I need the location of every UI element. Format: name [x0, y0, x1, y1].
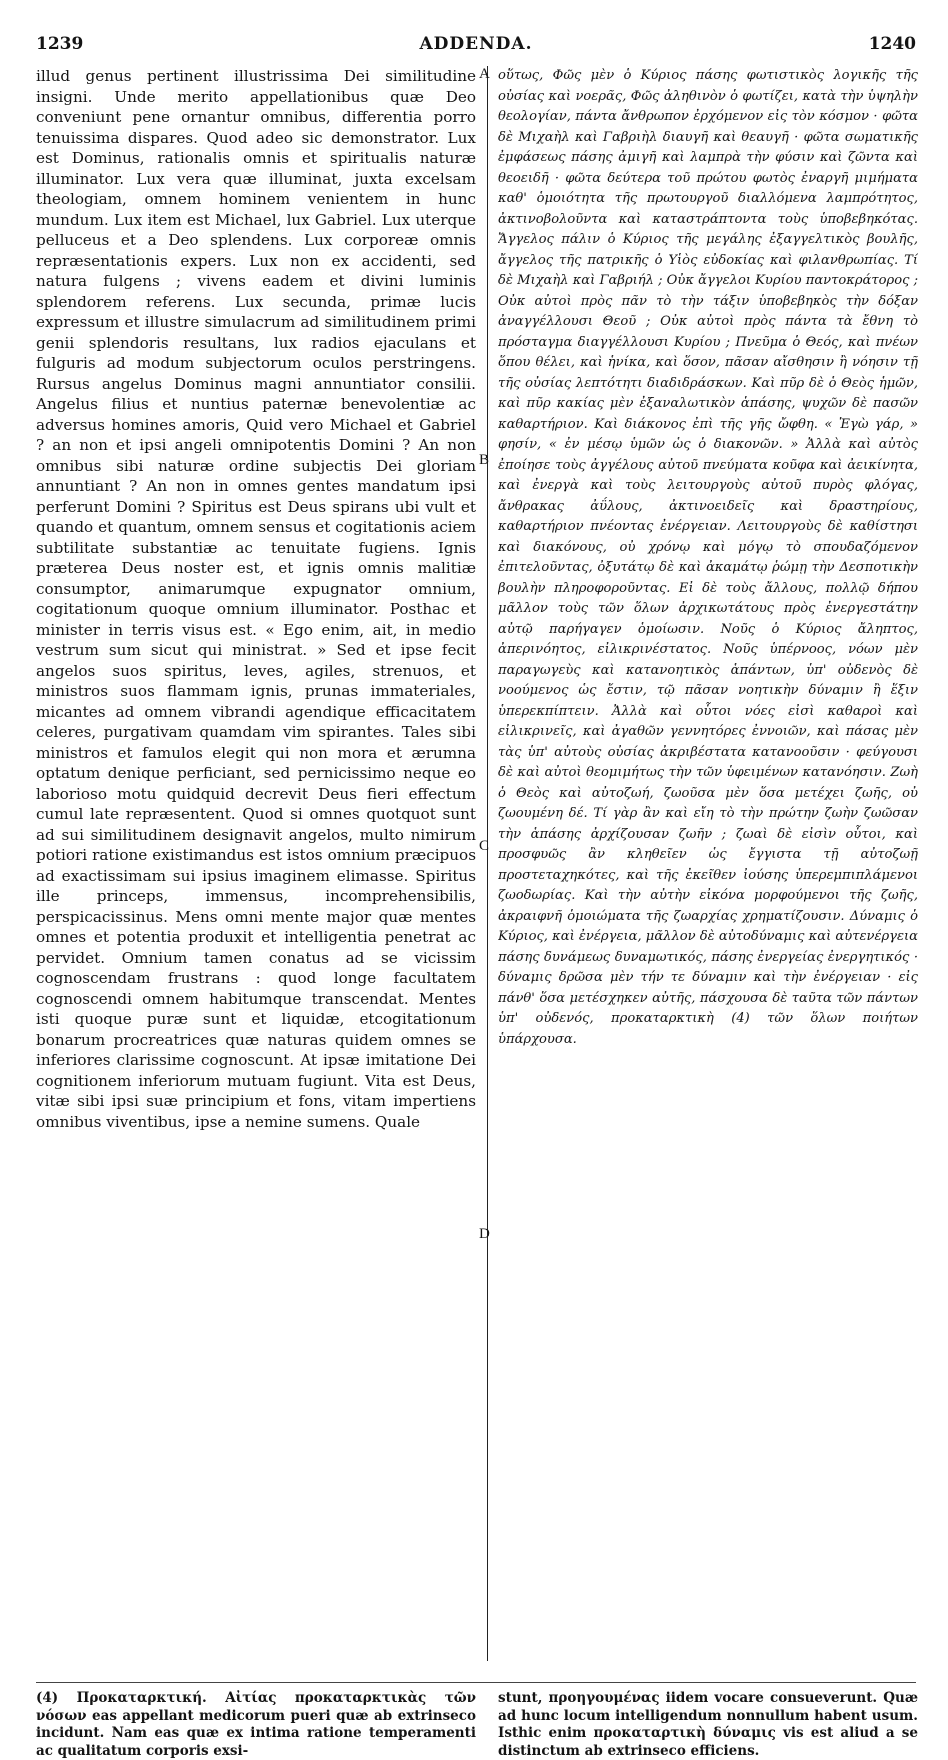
- greek-text: οὕτως, Φῶς μὲν ὁ Κύριος πάσης φωτιστικὸς λογικῆς τῆς οὐσίας καὶ νοερᾶς, Φῶς ἀληθινὸν ὁ φωτίζει, κατὰ τὴν ὑψηλὴν θεολογίαν, πάντα ἄνθρωπον ἐρχόμενον εἰς τὸν κόσμον · φῶτα δὲ Μιχαὴλ καὶ Γαβριὴλ διαυγῆ καὶ θεαυγῆ · φῶτα σωματικῆς ἐμφάσεως πάσης ἀμιγῆ καὶ λαμπρὰ τὴν φύσιν καὶ ζῶντα καὶ θεοειδῆ · φῶτα δεύτερα τοῦ πρώτου φωτὸς ἐναργῆ μιμήματα καθ' ὁμοιότητα τῆς πρωτουργοῦ διαλλόμενα λαμπρότητος, ἀκτινοβολοῦντα καὶ καταστράπτοντα τοὺς ὑποβεβηκότας. Ἄγγελος πάλιν ὁ Κύριος τῆς μεγάλης ἐξαγγελτικὸς βουλῆς, ἄγγελος τῆς πατρικῆς ὁ Υἱὸς εὐδοκίας καὶ φιλανθρωπίας. Τί δὲ Μιχαὴλ καὶ Γαβριήλ ; Οὐκ ἄγγελοι Κυρίου παντοκράτορος ; Οὐκ αὐτοὶ πρὸς πᾶν τὸ τὴν τάξιν ὑποβεβηκὸς τὴν δόξαν ἀναγγέλλουσι Θεοῦ ; Οὐκ αὐτοὶ πρὸς πάντα τὰ ἔθνη τὸ πρόσταγμα διαγγέλλουσι Κυρίου ; Πνεῦμα ὁ Θεός, καὶ πνέων ὅπου θέλει, καὶ ἡνίκα, καὶ ὅσον, πᾶσαν αἴσθησιν ἢ νόησιν τῇ τῆς οὐσίας λεπτότητι διαδιδράσκων. Καὶ πῦρ δὲ ὁ Θεὸς ἡμῶν, καὶ πῦρ κακίας μὲν ἐξαναλωτικὸν ἁπάσης, ψυχῶν δὲ πασῶν καθαρτήριον. Καὶ διάκονος ἐπὶ τῆς γῆς ὤφθη. « Ἐγὼ γάρ, » φησίν, « ἐν μέσῳ ὑμῶν ὡς ὁ διακονῶν. » Ἀλλὰ καὶ αὐτὸς ἐποίησε τοὺς ἀγγέλους αὐτοῦ πνεύματα κοῦφα καὶ ἀεικίνητα, καὶ ἐνεργὰ καὶ τοὺς λειτουργοὺς αὐτοῦ πυρὸς φλόγας, ἄνθρακας ἀΰλους, ἀκτινοειδεῖς καὶ δραστηρίους, καθαρτήριον πνέοντας ἐνέργειαν. Λειτουργοὺς δὲ καθίστησι καὶ διακόνους, οὐ χρόνῳ καὶ μόγῳ τὸ σπουδαζόμενον ἐπιτελοῦντας, ὀξυτάτῳ δὲ καὶ ἀκαμάτῳ ῥώμῃ τὴν Δεσποτικὴν βουλὴν πληροφοροῦντας. Εἰ δὲ τοὺς ἄλλους, πολλῷ δήπου μᾶλλον τοὺς τῶν ὅλων ἀρχικωτάτους πρὸς ἐνεργεστάτην αὐτῷ παρήγαγεν ὁμοίωσιν. Νοῦς ὁ Κύριος ἄληπτος, ἀπερινόητος, εἰλικρινέστατος. Νοῦς ὑπέρνοος, νόων μὲν παραγωγεὺς καὶ κατανοητικὸς ἁπάντων, ὑπ' οὐδενὸς δὲ νοούμενος ὡς ἔστιν, τῷ πᾶσαν νοητικὴν δύναμιν ἢ ἕξιν ὑπερεκπίπτειν. Ἀλλὰ καὶ οὗτοι νόες εἰσὶ καθαροὶ καὶ εἰλικρινεῖς, καὶ ἀγαθῶν γεννητόρες ἐννοιῶν, καὶ πάσας μὲν τὰς ὑπ' αὐτοὺς οὐσίας ἀκριβέστατα κατανοοῦσιν · φεύγουσι δὲ καὶ αὐτοὶ θεομιμήτως τὴν τῶν ὑφειμένων κατανόησιν. Ζωὴ ὁ Θεὸς καὶ αὐτοζωή, ζωοῦσα μὲν ὅσα μετέχει ζωῆς, οὐ ζωουμένη δέ. Τί γὰρ ἂν καὶ εἴη τὸ τὴν πρώτην ζωὴν ζωῶσαν τὴν ἁπάσης ἀρχίζουσαν ζωῆν ; ζωαὶ δὲ εἰσὶν οὗτοι, καὶ προσφυῶς ἂν κληθεῖεν ὡς ἔγγιστα τῇ αὐτοζωῇ προστεταχηκότες, καὶ τῆς ἐκεῖθεν ἰούσης ὑπερεμπιπλάμενοι ζωοδωρίας. Καὶ τὴν αὐτὴν εἰκόνα μορφούμενοι τῆς ζωῆς, ἀκραιφνῆ ὁμοιώματα τῆς ζωαρχίας χρηματίζουσιν. Δύναμις ὁ Κύριος, καὶ ἐνέργεια, μᾶλλον δὲ αὐτοδύναμις καὶ αὐτενέργεια πάσης δυνάμεως δυναμωτικός, πάσης ἐνεργείας ἐνεργητικός · δύναμις δρῶσα μὲν τήν τε δύναμιν καὶ τὴν ἐνέργειαν · εἰς πάνθ' ὅσα μετέσχηκεν αὐτῆς, πάσχουσα δὲ ταῦτα τῶν πάντων ὑπ' οὐδενός, προκαταρκτικὴ (4) τῶν ὅλων ποιήτων ὑπάρχουσα.: [498, 68, 918, 1047]
- page-header: [36, 34, 916, 58]
- footnote-right-text: stunt, προηγουμένας iidem vocare consueverunt. Quæ ad hunc locum intelligendum nonnullum habent usum. Isthic enim προκαταρτικὴ δύναμις vis est aliud a se distinctum ab extrinseco efficiens.: [498, 1690, 918, 1759]
- column-divider: [487, 66, 488, 1661]
- section-marker-a: A: [479, 66, 490, 82]
- greek-column: [498, 66, 918, 1676]
- page-number-right: 1240: [868, 34, 916, 54]
- page-number-left: 1239: [36, 34, 84, 54]
- section-marker-b: B: [479, 452, 490, 468]
- footnote-left-text: (4) Προκαταρκτική. Αἰτίας προκαταρκτικὰς τῶν νόσων eas appellant medicorum pueri quæ ab extrinseco incidunt. Nam eas quæ ex intima ratione temperamenti ac qualitatum corporis exsi-: [36, 1690, 476, 1759]
- latin-text: illud genus pertinent illustrissima Dei similitudine insigni. Unde merito appellationibus quæ Deo conveniunt pene ornantur omnibus, differentia porro tenuissima dispares. Quod adeo sic demonstrator. Lux est Dominus, rationalis omnis et spiritualis naturæ illuminator. Lux vera quæ illuminat, juxta excelsam theologiam, omnem hominem venientem in hunc mundum. Lux item est Michael, lux Gabriel. Lux uterque pelluceus et a Deo splendens. Lux corporeæ omnis repræsentationis expers. Lux non ex accidenti, sed natura fulgens ; vivens eadem et divini luminis splendorem referens. Lux secunda, primæ lucis expressum et illustre simulacrum ad similitudinem primi genii splendoris resultans, lux radios ejaculans et fulguris ad modum subjectorum oculos perstringens. Rursus angelus Dominus magni annuntiator consilii. Angelus filius et nuntius paternæ benevolentiæ ac adversus homines amoris, Quid vero Michael et Gabriel ? an non et ipsi angeli omnipotentis Domini ? An non omnibus sibi naturæ ordine subjectis Dei gloriam annuntiant ? An non in omnes gentes mandatum ipsi perferunt Domini ? Spiritus est Deus spirans ubi vult et quando et quantum, omnem sensus et cogitationis aciem subtilitate substantiæ ac tenuitate fugiens. Ignis præterea Deus noster est, et ignis omnis malitiæ consumptor, animarumque expugnator omnium, cogitationum quoque omnium illuminator. Posthac et minister in terris visus est. « Ego enim, ait, in medio vestrum sum sicut qui ministrat. » Sed et ipse fecit angelos suos spiritus, leves, agiles, strenuos, et ministros suos flammam ignis, prunas immateriales, micantes ad omnem vibrandi agendique efficacitatem celeres, purgativam quamdam vim spirantes. Tales sibi ministros et famulos elegit qui non mora et ærumna optatum denique perficiant, sed pernicissimo neque eo laborioso motu quidquid decrevit Deus fieri effectum cumul late repræsentent. Quod si omnes quotquot sunt ad sui similitudinem designavit angelos, multo nimirum potiori ratione existimandus est istos omnium præcipuos ad exactissimam sui ipsius imaginem elimasse. Spiritus ille princeps, immensus, incomprehensibilis, perspicacissinus. Mens omni mente major quæ mentes omnes et potentia produxit et intelligentia penetrat ac pervidet. Omnium tamen conatus ad se vicissim cognoscendam frustrans : quod longe facultatem cognoscendi omnem habitumque transcendat. Mentes isti quoque puræ sunt et liquidæ, etcogitationum bonarum procreatrices quæ naturas quidem omnes se inferiores clarissime cognoscunt. At ipsæ imitatione Dei cognitionem inferiorum mutuam fugiunt. Vita est Deus, vitæ sibi ipsi suæ principium et fons, vitam impertiens omnibus viventibus, ipse a nemine sumens. Quale: [36, 67, 476, 1131]
- section-marker-c: C: [479, 838, 490, 854]
- section-marker-d: D: [479, 1226, 490, 1242]
- footnote-right: [498, 1690, 918, 1760]
- latin-column: [36, 66, 476, 1676]
- footnote-divider: [36, 1682, 916, 1683]
- footnote-left: [36, 1690, 476, 1760]
- running-title: ADDENDA.: [419, 34, 533, 54]
